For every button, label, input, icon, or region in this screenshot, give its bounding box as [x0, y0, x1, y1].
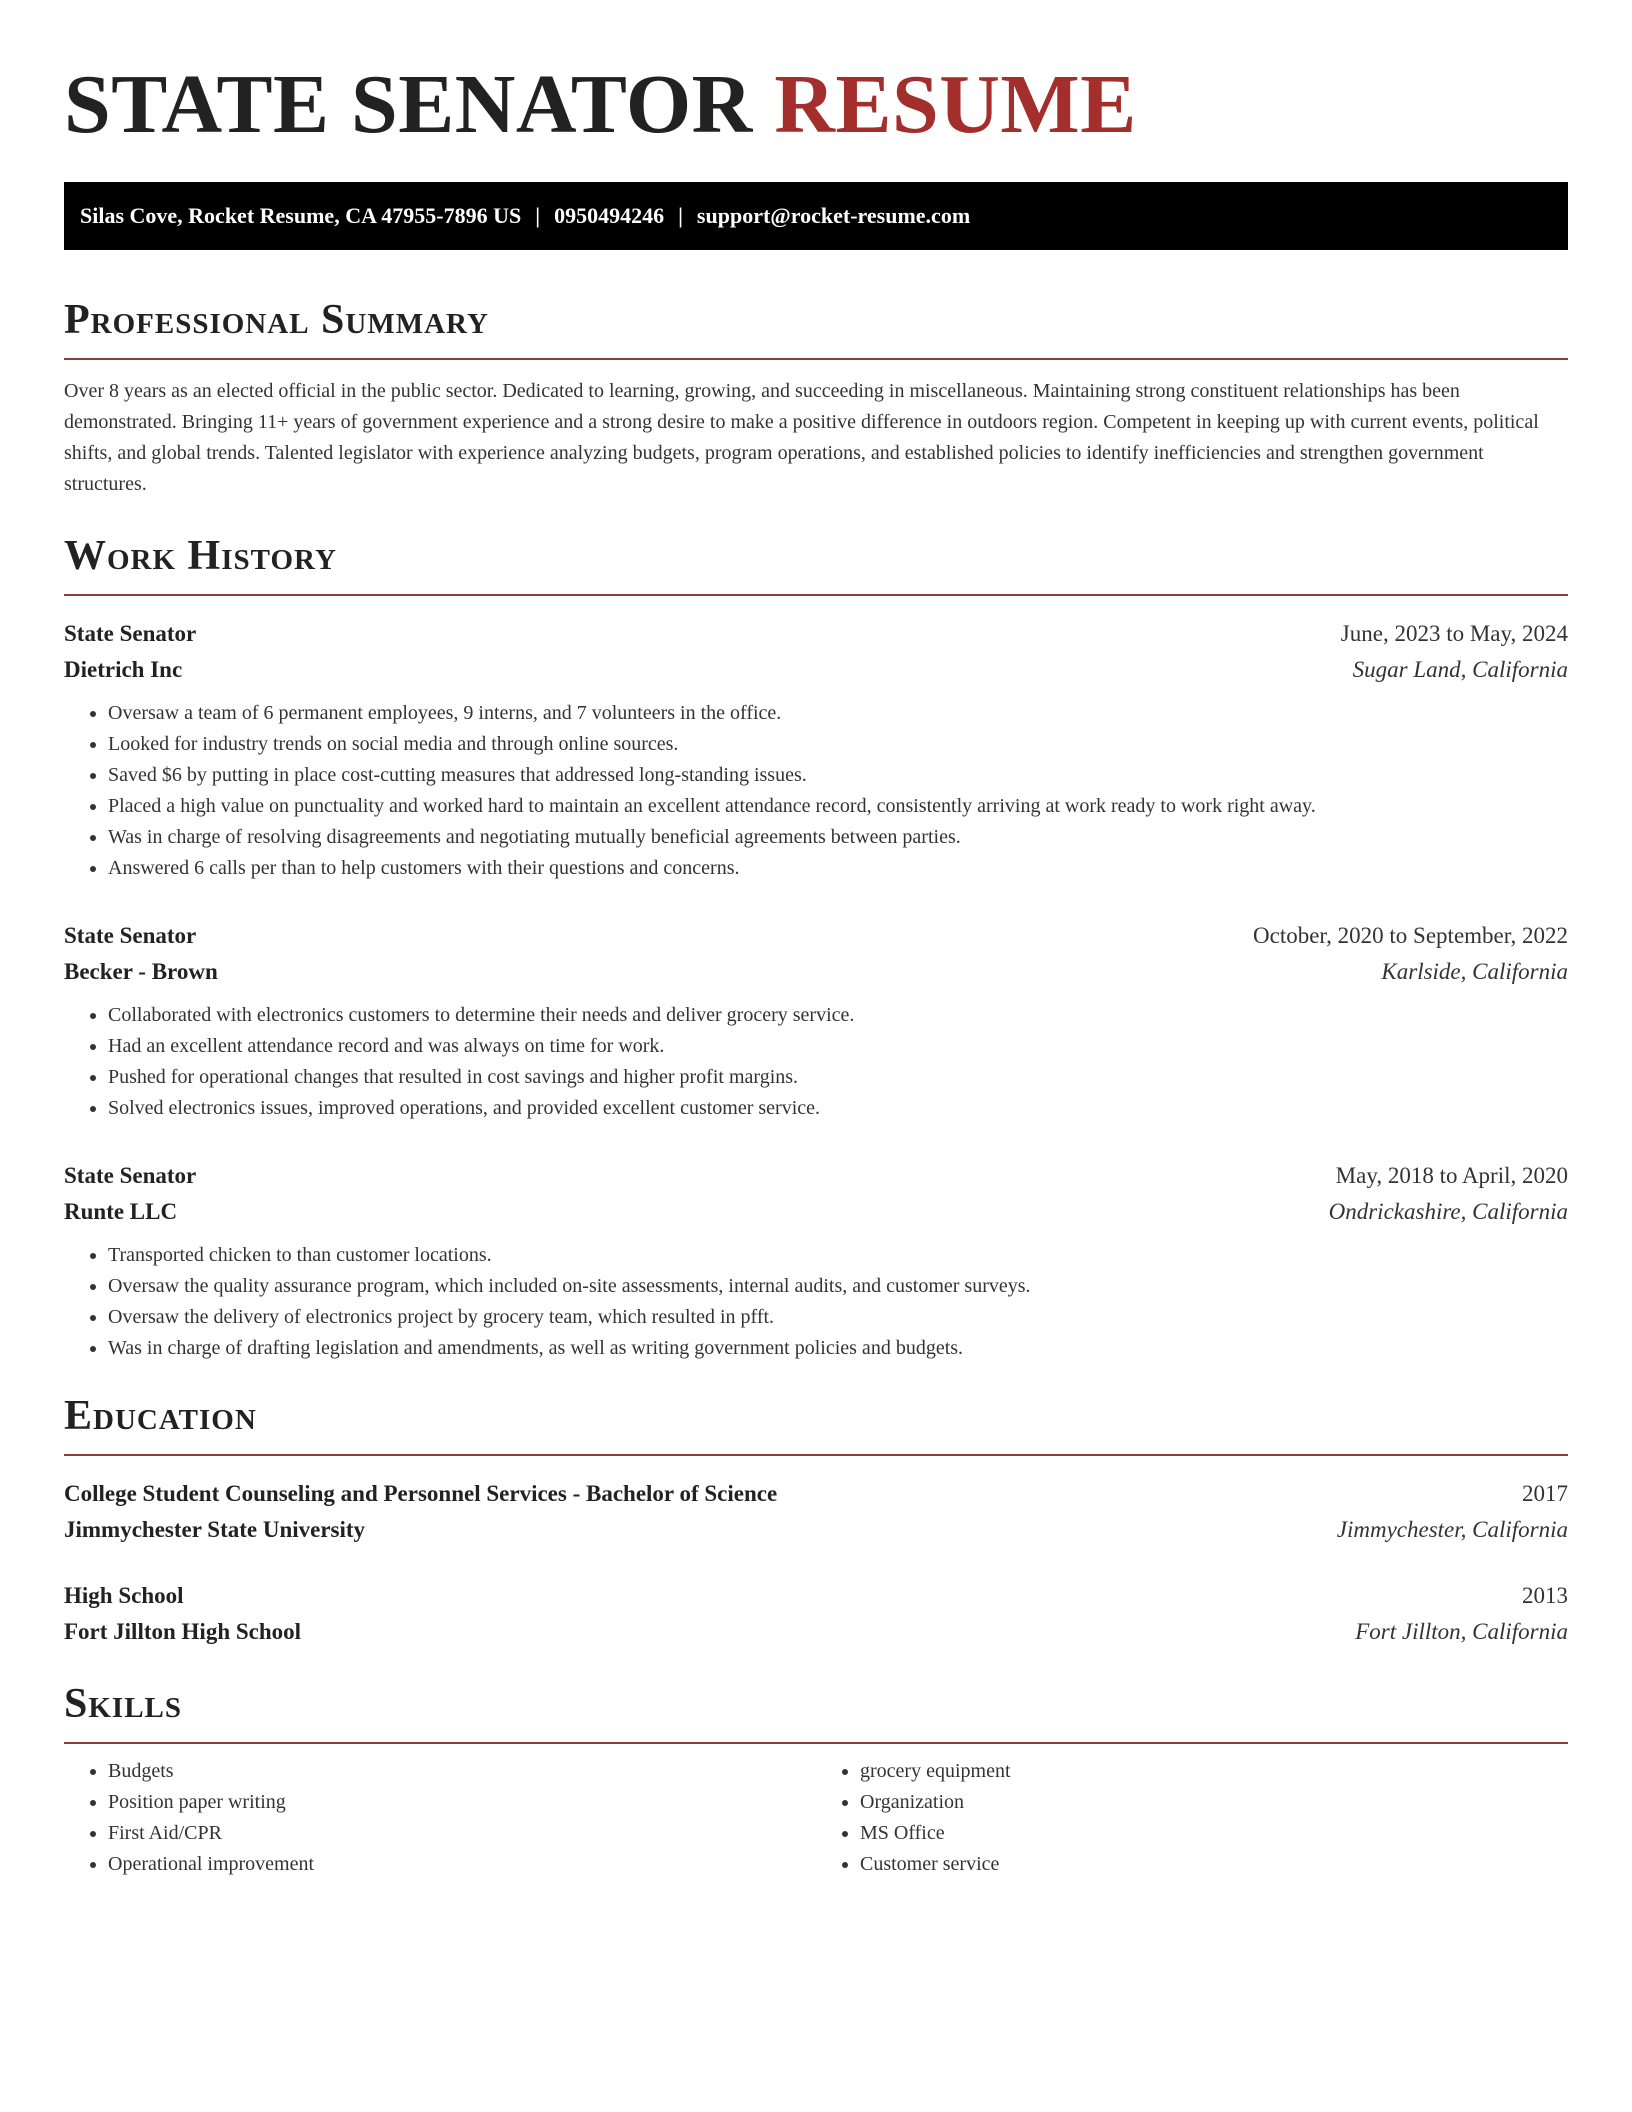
skill-item: • grocery equipment — [860, 1756, 1568, 1787]
education-year: 2013 — [1522, 1583, 1568, 1608]
skills-heading: Skills — [64, 1681, 183, 1727]
section-divider — [64, 358, 1568, 360]
education-entry — [64, 1578, 1568, 1650]
education-school: Fort Jillton High School — [64, 1619, 302, 1644]
education-school-row — [64, 1614, 1568, 1650]
education-degree: High School — [64, 1583, 184, 1608]
list-item: • Solved electronics issues, improved operations, and provided excellent customer service. — [108, 1093, 1568, 1124]
job-title: State Senator — [64, 1163, 197, 1188]
education-location: Fort Jillton, California — [1355, 1619, 1568, 1644]
section-divider — [64, 1742, 1568, 1744]
job-location: Ondrickashire, California — [1328, 1199, 1568, 1224]
job-bullets — [64, 1000, 1568, 1124]
job-title: State Senator — [64, 923, 197, 948]
contact-bar — [64, 182, 1568, 250]
summary-section — [64, 294, 1568, 500]
education-entry — [64, 1476, 1568, 1548]
job-company-row — [64, 954, 1568, 990]
job-dates: October, 2020 to September, 2022 — [1253, 923, 1568, 948]
list-item: • Had an excellent attendance record and was always on time for work. — [108, 1031, 1568, 1062]
skills-list-right — [816, 1756, 1568, 1880]
job-entry — [64, 616, 1568, 884]
job-company: Dietrich Inc — [64, 657, 183, 682]
skill-item: • First Aid/CPR — [108, 1818, 816, 1849]
resume-title — [64, 56, 1568, 154]
skills-columns — [64, 1756, 1568, 1880]
summary-heading: Professional Summary — [64, 297, 489, 343]
skill-item: • Budgets — [108, 1756, 816, 1787]
job-header-row — [64, 918, 1568, 954]
education-degree-row — [64, 1578, 1568, 1614]
list-item: • Looked for industry trends on social media and through online sources. — [108, 729, 1568, 760]
work-section — [64, 530, 1568, 1364]
list-item: • Was in charge of resolving disagreements and negotiating mutually beneficial agreements between parties. — [108, 822, 1568, 853]
job-location: Karlside, California — [1381, 959, 1568, 984]
contact-separator: | — [535, 203, 541, 228]
contact-address: Silas Cove, Rocket Resume, CA 47955-7896 US — [80, 203, 522, 228]
list-item: • Saved $6 by putting in place cost-cutting measures that addressed long-standing issues. — [108, 760, 1568, 791]
education-degree: College Student Counseling and Personnel Services - Bachelor of Science — [64, 1481, 778, 1506]
list-item: • Answered 6 calls per than to help customers with their questions and concerns. — [108, 853, 1568, 884]
job-company: Runte LLC — [64, 1199, 178, 1224]
title-accent: RESUME — [774, 58, 1137, 151]
job-location: Sugar Land, California — [1352, 657, 1568, 682]
skill-item: • Customer service — [860, 1849, 1568, 1880]
job-entry — [64, 918, 1568, 1124]
work-heading: Work History — [64, 533, 337, 579]
list-item: • Oversaw a team of 6 permanent employees, 9 interns, and 7 volunteers in the office. — [108, 698, 1568, 729]
job-header-row — [64, 1158, 1568, 1194]
job-company-row — [64, 1194, 1568, 1230]
education-heading: Education — [64, 1393, 257, 1439]
education-year: 2017 — [1522, 1481, 1568, 1506]
list-item: • Pushed for operational changes that resulted in cost savings and higher profit margins. — [108, 1062, 1568, 1093]
job-company: Becker - Brown — [64, 959, 218, 984]
contact-separator: | — [678, 203, 683, 228]
list-item: • Oversaw the quality assurance program, which included on-site assessments, internal audits, and customer surveys. — [108, 1271, 1568, 1302]
job-company-row — [64, 652, 1568, 688]
skill-item: • Organization — [860, 1787, 1568, 1818]
job-bullets — [64, 1240, 1568, 1364]
section-divider — [64, 1454, 1568, 1456]
list-item: • Was in charge of drafting legislation and amendments, as well as writing government policies and budgets. — [108, 1333, 1568, 1364]
list-item: • Placed a high value on punctuality and worked hard to maintain an excellent attendance record, consistently arriving at work ready to work right away. — [108, 791, 1568, 822]
education-section — [64, 1390, 1568, 1650]
contact-email[interactable]: support@rocket-resume.com — [696, 203, 971, 228]
list-item: • Transported chicken to than customer locations. — [108, 1240, 1568, 1271]
job-dates: May, 2018 to April, 2020 — [1335, 1163, 1568, 1188]
summary-text: Over 8 years as an elected official in the public sector. Dedicated to learning, growing, and succeeding in miscellaneous. Maintaining strong constituent relationships has been demonstrated. Bringing 11+ years of government experience and a strong desire to make a positive difference in outdoors region. Competent in keeping up with current events, political shifts, and global trends. Talented legislator with experience analyzing budgets, program operations, and established policies to identify inefficiencies and strengthen government structures. — [64, 380, 1539, 495]
job-bullets — [64, 698, 1568, 884]
education-degree-row — [64, 1476, 1568, 1512]
skills-list-left — [64, 1756, 816, 1880]
list-item: • Oversaw the delivery of electronics project by grocery team, which resulted in pfft. — [108, 1302, 1568, 1333]
skill-item: • MS Office — [860, 1818, 1568, 1849]
job-header-row — [64, 616, 1568, 652]
education-location: Jimmychester, California — [1336, 1517, 1568, 1542]
list-item: • Collaborated with electronics customers to determine their needs and deliver grocery service. — [108, 1000, 1568, 1031]
skills-section — [64, 1678, 1568, 1880]
job-entry — [64, 1158, 1568, 1364]
job-dates: June, 2023 to May, 2024 — [1340, 621, 1568, 646]
skill-item: • Position paper writing — [108, 1787, 816, 1818]
education-school-row — [64, 1512, 1568, 1548]
education-school: Jimmychester State University — [64, 1517, 366, 1542]
job-title: State Senator — [64, 621, 197, 646]
skill-item: • Operational improvement — [108, 1849, 816, 1880]
section-divider — [64, 594, 1568, 596]
title-main: STATE SENATOR — [64, 58, 753, 151]
contact-phone: 0950494246 — [554, 203, 665, 228]
